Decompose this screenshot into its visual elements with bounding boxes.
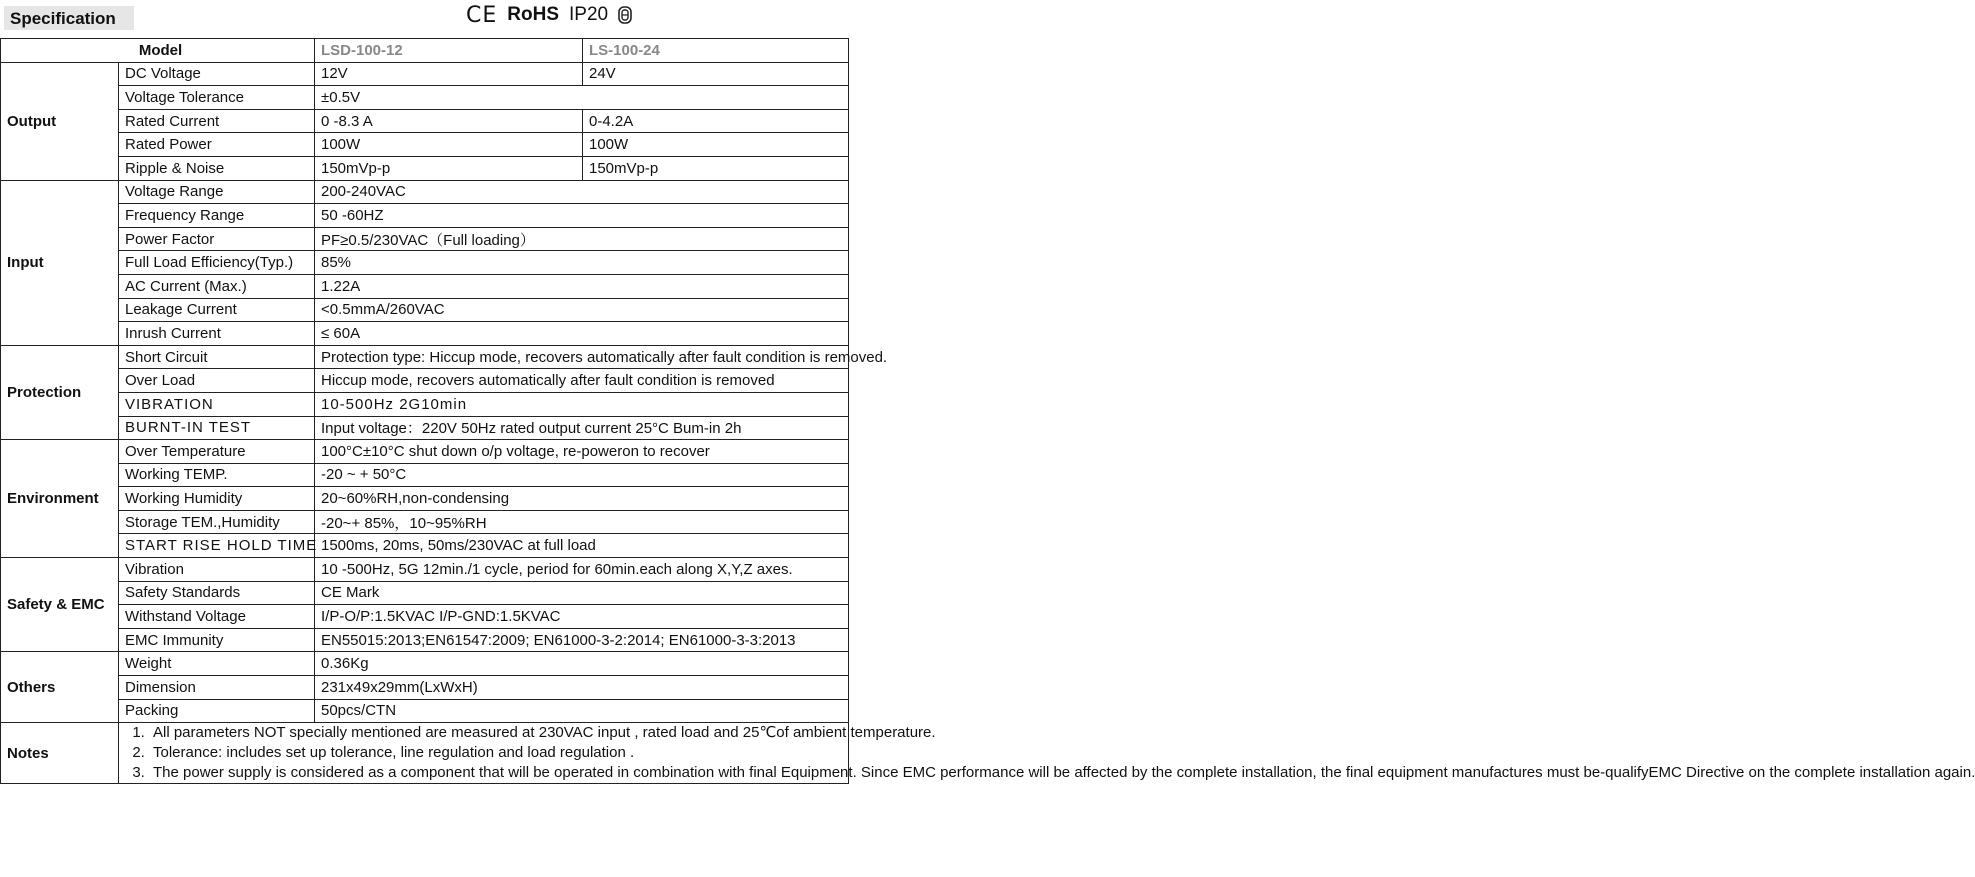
row-label: Voltage Tolerance [119,86,315,110]
value-b: 24V [583,62,849,86]
row-value: Input voltage：220V 50Hz rated output current 25°C Bum-in 2h [315,416,849,440]
table-row [1,558,849,582]
ce-mark: CE [466,2,498,28]
model-row [1,39,849,63]
table-row [1,298,849,322]
value-a: 12V [315,62,583,86]
row-value: CE Mark [315,581,849,605]
ip-rating: IP20 [569,4,609,25]
row-value: 231x49x29mm(LxWxH) [315,676,849,700]
group-input: Input [1,180,119,345]
header [0,0,850,38]
table-row [1,487,849,511]
row-value: 20~60%RH,non-condensing [315,487,849,511]
table-row [1,699,849,723]
row-label: DC Voltage [119,62,315,86]
row-label: AC Current (Max.) [119,274,315,298]
row-label: Voltage Range [119,180,315,204]
row-label: VIBRATION [119,392,315,416]
row-label: Full Load Efficiency(Typ.) [119,251,315,275]
table-row [1,227,849,251]
row-value: <0.5mmA/260VAC [315,298,849,322]
value-b: 100W [583,133,849,157]
table-row [1,463,849,487]
table-row [1,369,849,393]
rohs-mark: RoHS [507,4,559,25]
table-row [1,180,849,204]
row-value: 10-500Hz 2G10min [315,392,849,416]
specification-table [0,38,1975,784]
group-environment: Environment [1,440,119,558]
certification-marks [466,2,632,28]
group-notes: Notes [1,723,119,784]
table-row [1,510,849,534]
model-b: LS-100-24 [583,39,849,63]
table-row [1,534,849,558]
note-item: 3. The power supply is considered as a component that will be operated in combination with final Equipment. Since EMC performance will be affected by the complete installation, the final equipment manufactures must be-qualifyEMC Directive on the complete installation again. [149,763,848,783]
row-value: ≤ 60A [315,322,849,346]
group-others: Others [1,652,119,723]
table-row [1,392,849,416]
row-value: Hiccup mode, recovers automatically after fault condition is removed [315,369,849,393]
table-row [1,440,849,464]
notes-row [1,723,849,784]
table-row [1,274,849,298]
table-row [1,581,849,605]
row-label: Withstand Voltage [119,605,315,629]
row-label: Working TEMP. [119,463,315,487]
row-value: 85% [315,251,849,275]
table-row [1,109,849,133]
row-label: Storage TEM.,Humidity [119,510,315,534]
row-value: Protection type: Hiccup mode, recovers automatically after fault condition is removed. [315,345,849,369]
table-row [1,652,849,676]
value-b: 0-4.2A [583,109,849,133]
row-label: Packing [119,699,315,723]
row-label: Ripple & Noise [119,156,315,180]
table-row [1,676,849,700]
row-value: 1500ms, 20ms, 50ms/230VAC at full load [315,534,849,558]
row-label: Over Load [119,369,315,393]
row-label: Rated Power [119,133,315,157]
row-label: BURNT-IN TEST [119,416,315,440]
table-row [1,156,849,180]
row-value: I/P-O/P:1.5KVAC I/P-GND:1.5KVAC [315,605,849,629]
row-value: 1.22A [315,274,849,298]
page-title: Specification [4,6,134,30]
row-label: Over Temperature [119,440,315,464]
table-row [1,251,849,275]
row-label: START RISE HOLD TIME [119,534,315,558]
value-a: 0 -8.3 A [315,109,583,133]
row-label: Weight [119,652,315,676]
table-row [1,204,849,228]
model-a: LSD-100-12 [315,39,583,63]
row-value: 10 -500Hz, 5G 12min./1 cycle, period for 60min.each along X,Y,Z axes. [315,558,849,582]
value-a: 150mVp-p [315,156,583,180]
group-protection: Protection [1,345,119,439]
row-label: Leakage Current [119,298,315,322]
row-label: Dimension [119,676,315,700]
table-row [1,62,849,86]
row-label: Power Factor [119,227,315,251]
table-row [1,133,849,157]
table-row [1,86,849,110]
row-value: 0.36Kg [315,652,849,676]
row-value: PF≥0.5/230VAC（Full loading） [315,227,849,251]
notes-list [125,723,1975,783]
note-item: 1. All parameters NOT specially mentioned are measured at 230VAC input , rated load and 25℃of ambient temperature. [149,723,848,743]
row-label: Vibration [119,558,315,582]
row-label: Inrush Current [119,322,315,346]
table-row [1,416,849,440]
table-row [1,322,849,346]
row-value: 50pcs/CTN [315,699,849,723]
note-item: 2. Tolerance: includes set up tolerance, line regulation and load regulation . [149,743,848,763]
table-row [1,605,849,629]
notes-content [119,723,1975,784]
table-row [1,628,849,652]
row-value: 50 -60HZ [315,204,849,228]
row-label: Short Circuit [119,345,315,369]
row-value: 100°C±10°C shut down o/p voltage, re-poweron to recover [315,440,849,464]
row-value: -20~+ 85%，10~95%RH [315,510,849,534]
group-output: Output [1,62,119,180]
row-label: EMC Immunity [119,628,315,652]
row-label: Rated Current [119,109,315,133]
model-label: Model [1,39,315,63]
row-value: EN55015:2013;EN61547:2009; EN61000-3-2:2014; EN61000-3-3:2013 [315,628,849,652]
class-ii-insulation-icon [618,6,632,24]
group-safety-emc: Safety & EMC [1,558,119,652]
value-a: 100W [315,133,583,157]
row-value: ±0.5V [315,86,849,110]
row-label: Working Humidity [119,487,315,511]
value-b: 150mVp-p [583,156,849,180]
row-value: -20 ~ + 50°C [315,463,849,487]
row-value: 200-240VAC [315,180,849,204]
row-label: Frequency Range [119,204,315,228]
row-label: Safety Standards [119,581,315,605]
table-row [1,345,849,369]
